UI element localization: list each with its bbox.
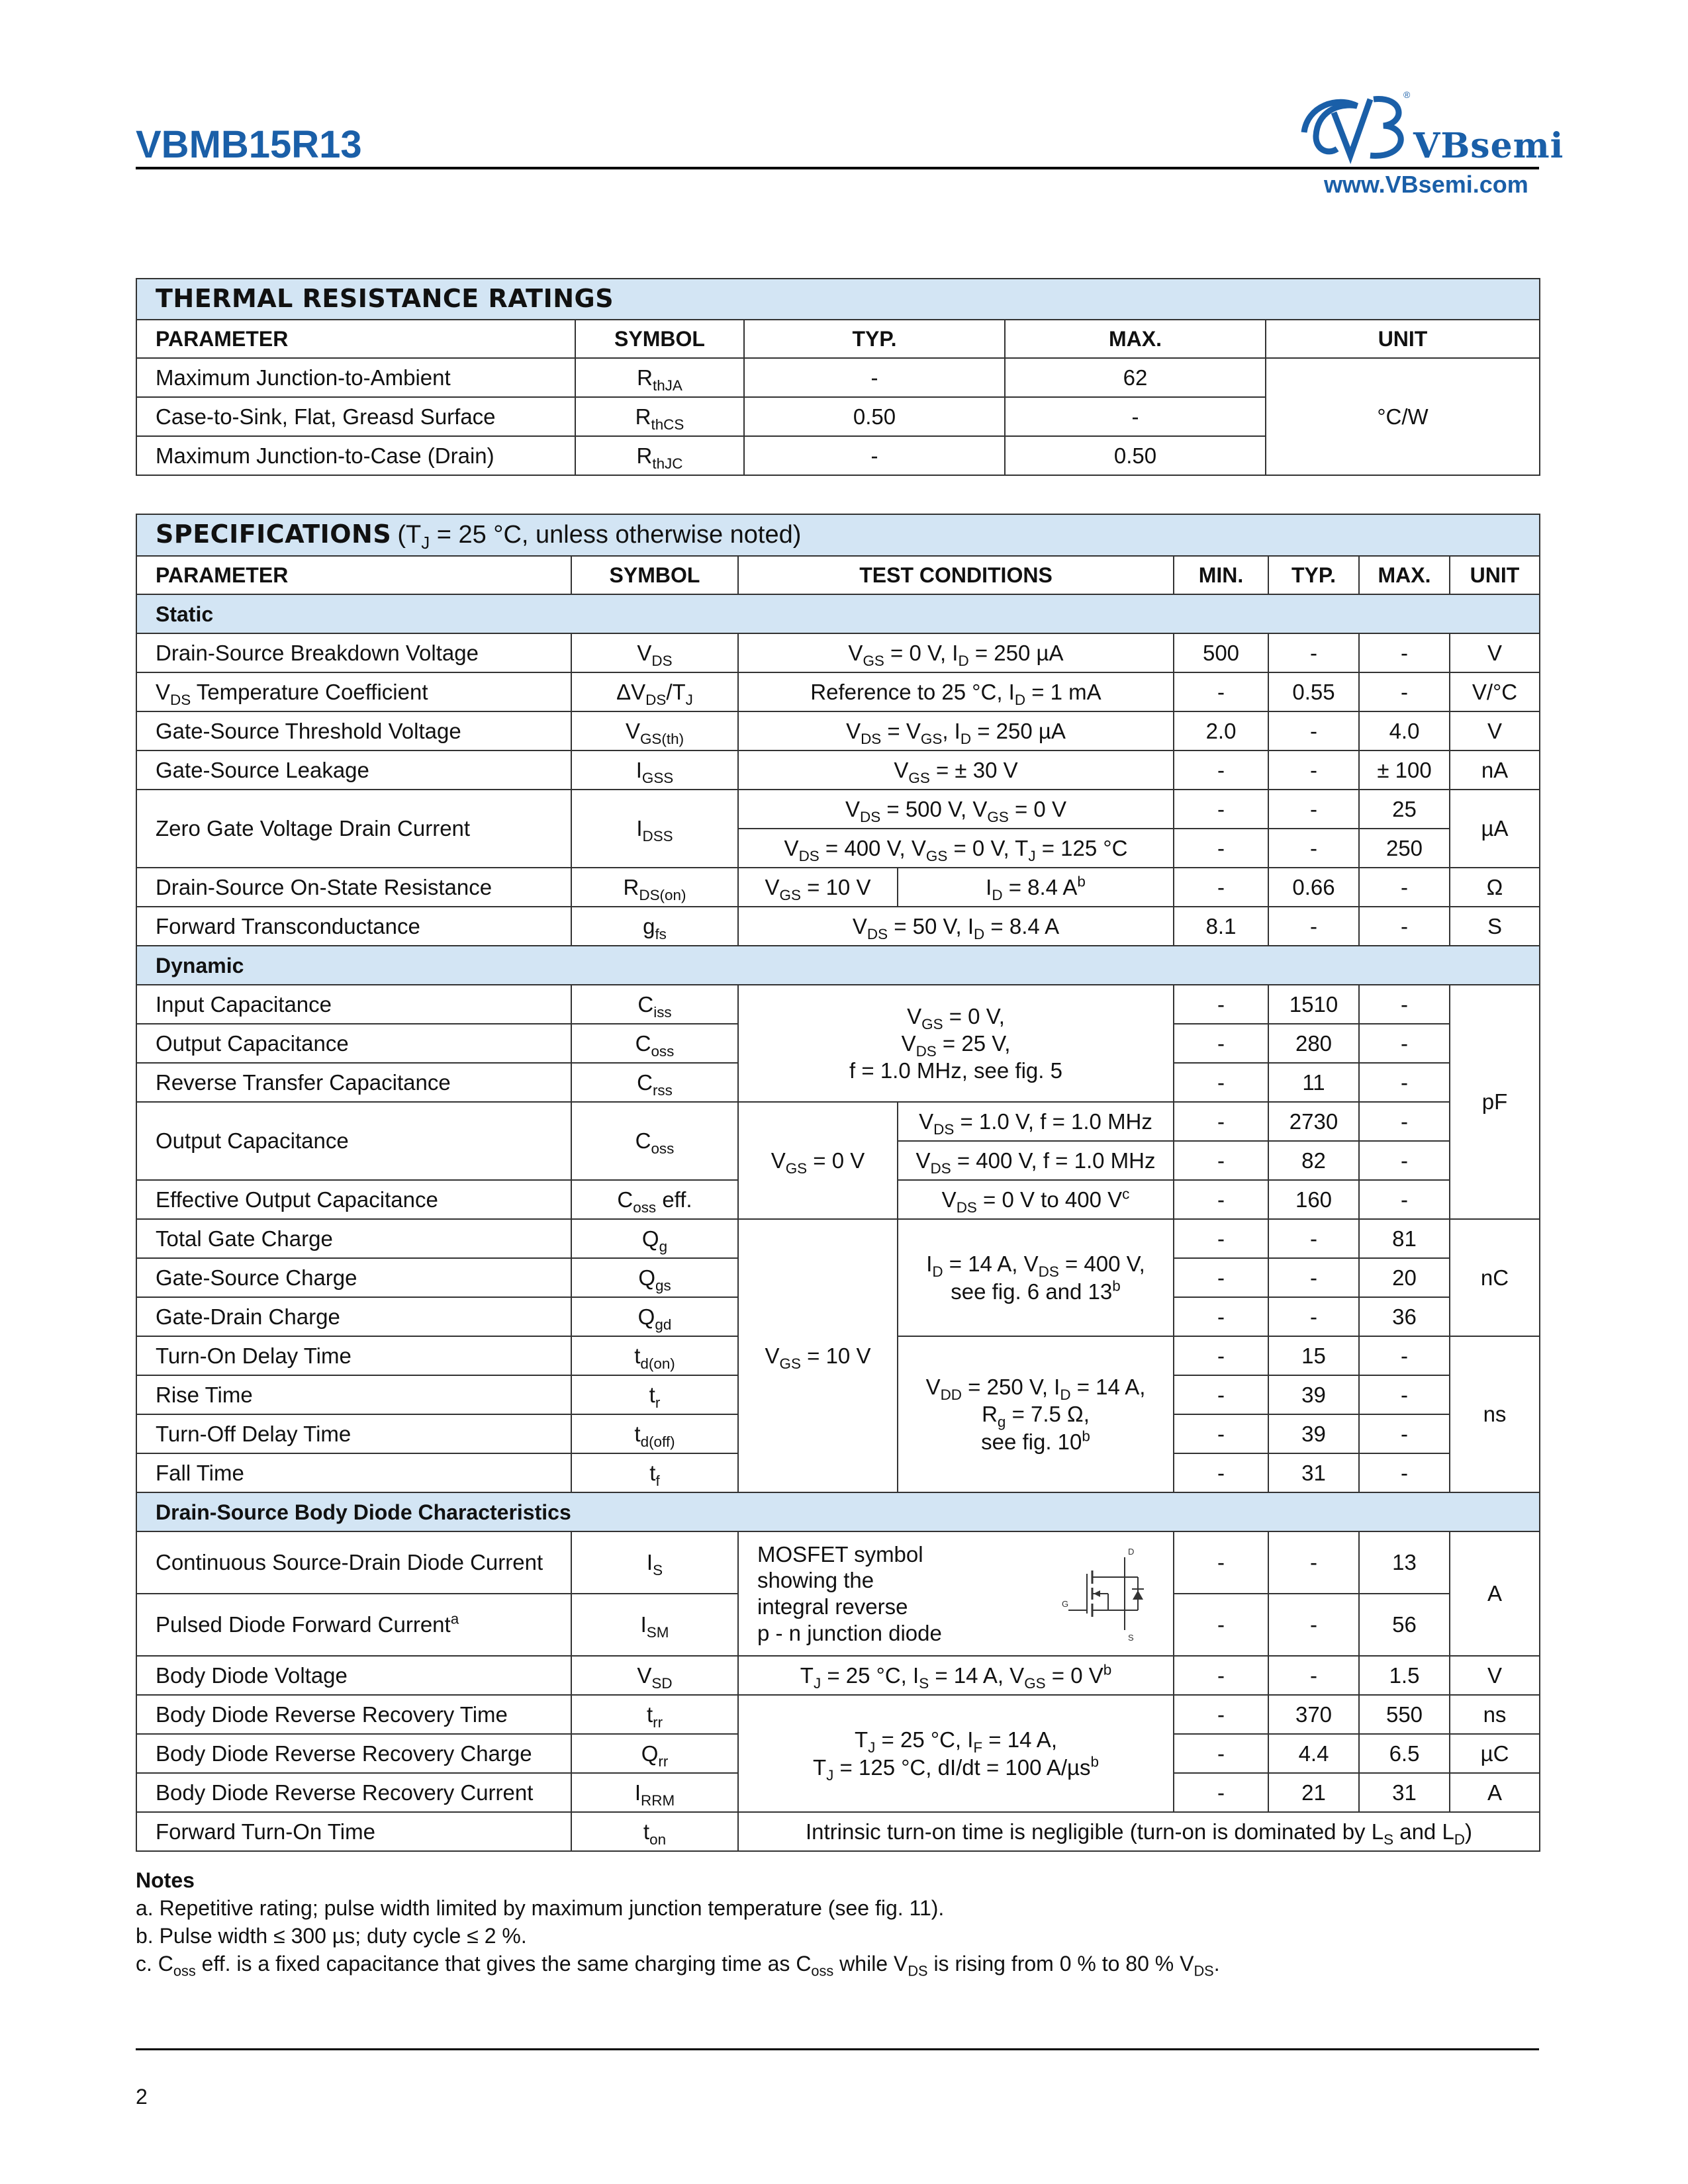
note-a: a. Repetitive rating; pulse width limited by maximum junction temperature (see fig. 11). [136,1896,945,1920]
symbol-cell: $R_{thCS}$ [575,397,744,436]
col-min: MIN. [1174,556,1268,594]
table-row: Drain-Source Breakdown Voltage $V_{DS}$ $V_{GS} = 0$ V, $I_D = 250$ µA 500 - - V [136,633,1540,672]
col-unit: UNIT [1450,556,1540,594]
website-link[interactable]: www.VBsemi.com [1324,171,1528,198]
col-symbol: SYMBOL [571,556,738,594]
svg-text:S: S [1128,1633,1134,1643]
section-dynamic: Dynamic [136,946,1540,985]
col-unit: UNIT [1266,320,1540,358]
table-row: Input Capacitance $C_{iss}$ $V_{GS} = 0$ V, $V_{DS} = 25$ V, f = 1.0 MHz, see fig. 5 - 1510 - pF [136,985,1540,1024]
table-row: Turn-Off Delay Time $t_{d(off)}$ - 39 - [136,1414,1540,1453]
specifications-table [136,514,1540,1852]
table-row: Output Capacitance $C_{oss}$ - 280 - [136,1024,1540,1063]
table-row: Reverse Transfer Capacitance $C_{rss}$ - 11 - [136,1063,1540,1102]
col-max: MAX. [1005,320,1266,358]
typ-cell: - [744,436,1005,475]
symbol-cell: $R_{thJC}$ [575,436,744,475]
table-row: $V_{DS} = 400$ V, f = 1.0 MHz - 82 - [136,1141,1540,1180]
max-cell: 62 [1005,358,1266,397]
table-row: Body Diode Reverse Recovery Charge $Q_{rr}$ - 4.4 6.5 µC [136,1734,1540,1773]
table-row: $V_{DS} = 400$ V, $V_{GS} = 0$ V, $T_J = 125$ °C - - 250 [136,829,1540,868]
section-static: Static [136,594,1540,633]
vbsemi-logo-icon [1297,86,1417,172]
table-row: Body Diode Reverse Recovery Current $I_{RRM}$ - 21 31 A [136,1773,1540,1812]
col-symbol: SYMBOL [575,320,744,358]
param-cell: Maximum Junction-to-Ambient [136,358,575,397]
table-row: Output Capacitance $C_{oss}$ $V_{GS} = 0$ V $V_{DS} = 1.0$ V, f = 1.0 MHz - 2730 - [136,1102,1540,1141]
table-row: Continuous Source-Drain Diode Current $I_S$ MOSFET symbol showing the integral reverse p - n junction diode D G S - - 13 A [136,1531,1540,1594]
note-b: b. Pulse width ≤ 300 µs; duty cycle ≤ 2 %. [136,1924,527,1948]
table-row: Drain-Source On-State Resistance $R_{DS(on)}$ $V_{GS} = 10$ V $I_D = 8.4$ $A^b$ - 0.66 - Ω [136,868,1540,907]
table-row: Gate-Source Charge $Q_{gs}$ - - 20 [136,1258,1540,1297]
col-test-conditions: TEST CONDITIONS [738,556,1174,594]
table-row: Forward Transconductance $g_{fs}$ $V_{DS} = 50$ V, $I_D = 8.4$ A 8.1 - - S [136,907,1540,946]
table-row: Gate-Drain Charge $Q_{gd}$ - - 36 [136,1297,1540,1336]
notes [136,1866,1220,1978]
param-cell: Maximum Junction-to-Case (Drain) [136,436,575,475]
mosfet-symbol-cell: MOSFET symbol showing the integral reverse p - n junction diode D G S [738,1531,1174,1656]
max-cell: 0.50 [1005,436,1266,475]
specs-title: SPECIFICATIONS ($T_J = 25$ °C, unless otherwise noted) [136,514,1540,556]
svg-text:G: G [1062,1599,1069,1609]
thermal-title: THERMAL RESISTANCE RATINGS [136,279,1540,320]
param-cell: Case-to-Sink, Flat, Greasd Surface [136,397,575,436]
symbol-cell: $R_{thJA}$ [575,358,744,397]
typ-cell: 0.50 [744,397,1005,436]
logo-text: VBsemi [1413,126,1564,166]
table-row: Forward Turn-On Time $t_{on}$ Intrinsic turn-on time is negligible (turn-on is dominated by $L_S$ and $L_D$) [136,1812,1540,1851]
col-typ: TYP. [744,320,1005,358]
svg-text:D: D [1128,1547,1135,1557]
svg-text:®: ® [1403,89,1411,100]
part-number-title: VBMB15R13 [136,123,362,166]
table-row: Body Diode Voltage $V_{SD}$ $T_J = 25$ °C, $I_S = 14$ A, $V_{GS} = 0$ $V^b$ - - 1.5 V [136,1656,1540,1695]
thermal-resistance-table [136,278,1540,476]
col-parameter: PARAMETER [136,320,575,358]
table-row: $V_{DS}$ Temperature Coefficient $\Delta V_{DS}/T_J$ Reference to 25 °C, $I_D = 1$ mA - 0.55 - V/°C [136,672,1540,711]
mosfet-symbol-icon [1062,1544,1148,1643]
note-c: c. $C_{oss}$ eff. is a fixed capacitance that gives the same charging time as $C_{oss}$ while $V_{DS}$ is rising from 0 % to 80 % $V_{DS}$. [136,1952,1220,1979]
typ-cell: - [744,358,1005,397]
table-row: Zero Gate Voltage Drain Current $I_{DSS}$ $V_{DS} = 500$ V, $V_{GS} = 0$ V - - 25 µA [136,790,1540,829]
table-row: Gate-Source Leakage $I_{GSS}$ $V_{GS}$ = ± 30 V - - ± 100 nA [136,751,1540,790]
table-row: Fall Time $t_f$ - 31 - [136,1453,1540,1492]
table-row: Effective Output Capacitance $C_{oss}$ eff. $V_{DS} = 0$ V to 400 $V^c$ - 160 - [136,1180,1540,1219]
table-row: Turn-On Delay Time $t_{d(on)}$ $V_{DD} = 250$ V, $I_D = 14$ A, $R_g = 7.5$ Ω, see fig. 10$^b$ - 15 - ns [136,1336,1540,1375]
table-row: Pulsed Diode Forward Current$^a$ $I_{SM}$ - - 56 [136,1594,1540,1656]
footer-rule [136,2048,1539,2050]
col-parameter: PARAMETER [136,556,571,594]
max-cell: - [1005,397,1266,436]
col-max: MAX. [1359,556,1450,594]
col-typ: TYP. [1268,556,1359,594]
section-diode: Drain-Source Body Diode Characteristics [136,1492,1540,1531]
page-number: 2 [136,2085,148,2109]
notes-heading: Notes [136,1868,195,1892]
table-row: Gate-Source Threshold Voltage $V_{GS(th)}$ $V_{DS} = V_{GS}$, $I_D = 250$ µA 2.0 - 4.0 V [136,711,1540,751]
table-row: Rise Time $t_r$ - 39 - [136,1375,1540,1414]
unit-cell: °C/W [1266,358,1540,475]
table-row: Body Diode Reverse Recovery Time $t_{rr}$ $T_J = 25$ °C, $I_F = 14$ A, $T_J = 125$ °C, dI/dt = 100 A/µs$^b$ - 370 550 ns [136,1695,1540,1734]
table-row [136,358,1540,397]
table-row: Total Gate Charge $Q_g$ $V_{GS} = 10$ V $I_D = 14$ A, $V_{DS} = 400$ V, see fig. 6 and 13$^b$ - - 81 nC [136,1219,1540,1258]
